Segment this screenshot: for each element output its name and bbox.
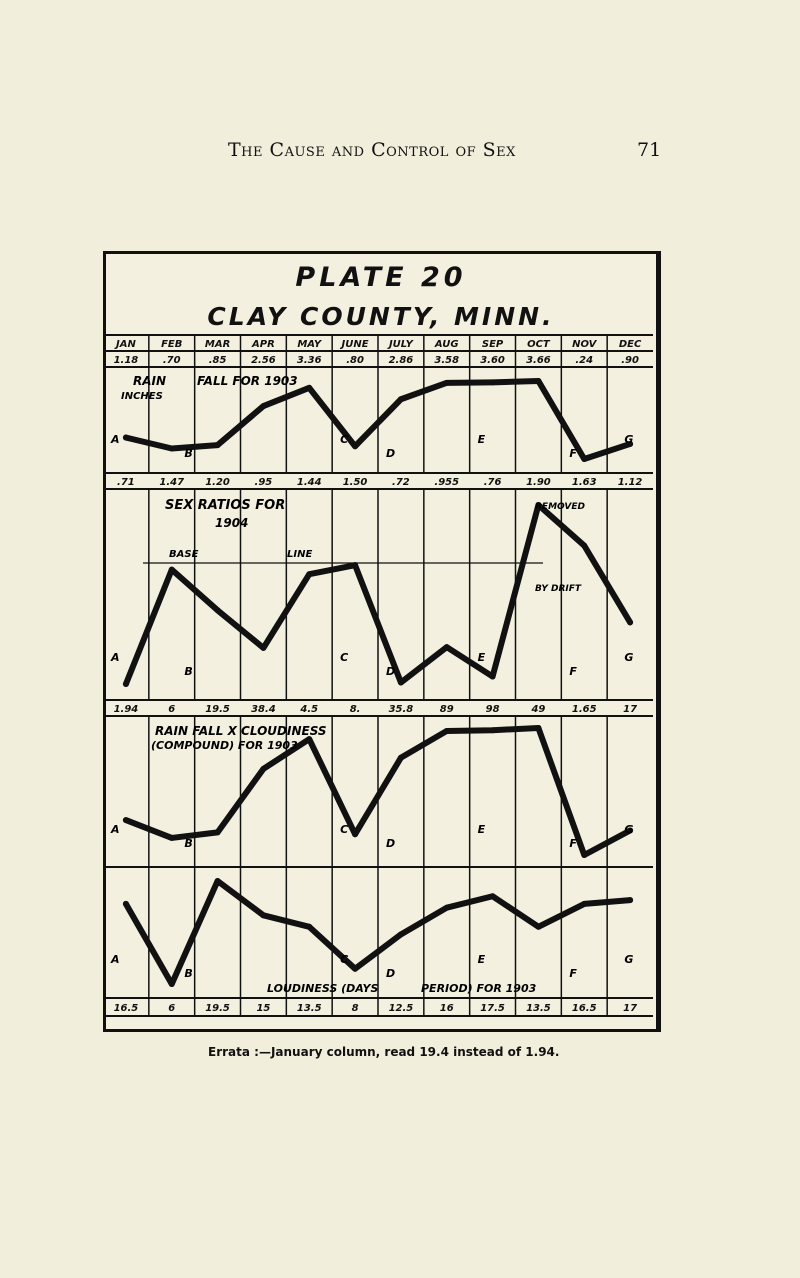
sex-ratio-line-point (169, 567, 175, 573)
rainfall-cell: 3.60 (480, 355, 505, 366)
rainfall-line-point (260, 403, 266, 409)
point-letter: E (477, 823, 486, 836)
rainfall-cell: .80 (346, 355, 364, 366)
rainfall-line-point (306, 385, 312, 391)
panel2-label: BASE (169, 549, 199, 560)
sex_ratio-cell: 1.47 (159, 477, 185, 488)
cloudiness-cell: 6 (168, 704, 176, 715)
panel1-label: RAIN (133, 374, 167, 388)
sex-ratio-line-point (581, 543, 587, 549)
sex-ratio-line-point (398, 679, 404, 685)
bottom-cell: 19.5 (205, 1003, 230, 1014)
rainfall-cell: 2.86 (388, 355, 414, 366)
page-number: 71 (637, 139, 662, 161)
panel2-label: SEX RATIOS FOR (165, 498, 286, 513)
point-letter: C (340, 433, 349, 446)
compound-line-point (123, 817, 129, 823)
point-letter: B (184, 665, 193, 678)
sex_ratio-cell: .71 (117, 477, 135, 488)
point-letter: F (569, 447, 577, 460)
rainfall-cell: 1.18 (113, 355, 139, 366)
compound-line-point (169, 835, 175, 841)
errata-note: Errata :—January column, read 19.4 instead of 1.94. (208, 1045, 560, 1059)
sex_ratio-cell: .95 (254, 477, 273, 488)
rainfall-cell: .24 (575, 355, 594, 366)
rainfall-cell: 3.36 (296, 355, 322, 366)
panel4-label: PERIOD) FOR 1903 (421, 982, 537, 995)
rainfall-line-point (535, 378, 541, 384)
bottom-cell: 17 (623, 1003, 638, 1014)
bottom-cell: 16.5 (571, 1003, 597, 1014)
bottom-cell: 15 (256, 1003, 271, 1014)
cloudiness-cell: 38.4 (251, 704, 276, 715)
point-letter: A (111, 651, 120, 664)
sex_ratio-cell: .76 (483, 477, 502, 488)
cloudiness-cell: 4.5 (300, 704, 319, 715)
panel4-label: LOUDINESS (DAYS (267, 982, 379, 995)
bottom-cell: 13.5 (296, 1003, 322, 1014)
sex-ratio-line-point (490, 673, 496, 679)
cloudiness-cell: 1.65 (571, 704, 597, 715)
point-letter: B (184, 967, 193, 980)
rainfall-cell: .85 (208, 355, 227, 366)
compound-line-point (215, 829, 221, 835)
sex_ratio-cell: .955 (434, 477, 460, 488)
sex-ratio-line-point (306, 571, 312, 577)
rainfall-cell: 3.58 (434, 355, 460, 366)
sex_ratio-cell: 1.90 (526, 477, 551, 488)
compound-line-point (444, 728, 450, 734)
sex_ratio-cell: 1.63 (571, 477, 597, 488)
bottom-cell: 6 (168, 1003, 176, 1014)
panel1-label: FALL FOR 1903 (197, 374, 298, 388)
months-cell: MAY (297, 339, 322, 350)
sex_ratio-cell: 1.44 (296, 477, 322, 488)
compound-line-point (398, 755, 404, 761)
cloudiness-line-point (581, 901, 587, 907)
sex-ratio-line-point (123, 681, 129, 687)
point-letter: E (477, 651, 486, 664)
months-cell: JULY (388, 339, 413, 350)
point-letter: C (340, 651, 349, 664)
sex_ratio-cell: 1.50 (342, 477, 368, 488)
plate-title: PLATE 20 (295, 262, 467, 293)
sex-ratio-line-point (215, 607, 221, 613)
compound-line-point (535, 725, 541, 731)
sex_ratio-cell: 1.12 (617, 477, 643, 488)
point-letter: F (569, 837, 577, 850)
cloudiness-line-point (535, 924, 541, 930)
rainfall-line-point (352, 443, 358, 449)
panel3-label: RAIN FALL X CLOUDINESS (155, 724, 327, 738)
panel2-label: 1904 (215, 516, 249, 530)
cloudiness-line-point (260, 912, 266, 918)
rainfall-line-point (581, 456, 587, 462)
bottom-cell: 8 (351, 1003, 359, 1014)
point-letter: D (386, 967, 396, 980)
months-cell: JUNE (341, 339, 369, 350)
point-letter: C (340, 953, 349, 966)
rainfall-line-point (169, 446, 175, 452)
side-note: REMOVED (535, 502, 585, 512)
panel2-label: LINE (287, 549, 313, 560)
rainfall-cell: .70 (162, 355, 181, 366)
months-cell: MAR (204, 339, 231, 350)
cloudiness-cell: 19.5 (205, 704, 230, 715)
point-letter: G (624, 823, 634, 836)
point-letter: E (477, 953, 486, 966)
cloudiness-cell: 17 (623, 704, 638, 715)
rainfall-line-point (123, 435, 129, 441)
compound-line-point (260, 766, 266, 772)
point-letter: D (386, 837, 396, 850)
cloudiness-line-point (352, 966, 358, 972)
point-letter: E (477, 433, 486, 446)
sex-ratio-line-point (444, 644, 450, 650)
point-letter: D (386, 447, 396, 460)
point-letter: C (340, 823, 349, 836)
panel3-label: (COMPOUND) FOR 1903 (151, 739, 298, 752)
rainfall-line-point (444, 380, 450, 386)
point-letter: G (624, 651, 634, 664)
cloudiness-cell: 8. (349, 704, 361, 715)
bottom-cell: 16.5 (113, 1003, 139, 1014)
sex_ratio-cell: .72 (392, 477, 410, 488)
point-letter: F (569, 967, 577, 980)
bottom-cell: 12.5 (388, 1003, 414, 1014)
compound-line-point (352, 831, 358, 837)
months-cell: JAN (115, 339, 136, 350)
cloudiness-cell: 1.94 (113, 704, 139, 715)
point-letter: A (111, 433, 120, 446)
cloudiness-line-point (627, 897, 633, 903)
point-letter: A (111, 953, 120, 966)
point-letter: A (111, 823, 120, 836)
cloudiness-cell: 49 (531, 704, 546, 715)
months-cell: FEB (161, 339, 183, 350)
bottom-cell: 17.5 (480, 1003, 505, 1014)
point-letter: B (184, 837, 193, 850)
cloudiness-line-point (169, 981, 175, 987)
compound-line-point (490, 727, 496, 733)
months-cell: SEP (481, 339, 504, 350)
point-letter: G (624, 433, 634, 446)
sex-ratio-line-point (627, 619, 633, 625)
panel1-label: INCHES (121, 391, 163, 402)
cloudiness-cell: 98 (485, 704, 500, 715)
cloudiness-line-point (398, 931, 404, 937)
cloudiness-cell: 89 (439, 704, 454, 715)
months-cell: OCT (527, 339, 550, 350)
rainfall-cell: 3.66 (526, 355, 551, 366)
cloudiness-line-point (444, 905, 450, 911)
months-cell: APR (252, 339, 275, 350)
bottom-cell: 16 (439, 1003, 454, 1014)
rainfall-line-point (490, 379, 496, 385)
cloudiness-line-point (490, 893, 496, 899)
months-cell: AUG (434, 339, 459, 350)
months-cell: NOV (572, 339, 597, 350)
sex_ratio-cell: 1.20 (205, 477, 230, 488)
cloudiness-line-point (123, 901, 129, 907)
cloudiness-line-point (306, 924, 312, 930)
plate-subtitle: CLAY COUNTY, MINN. (207, 302, 555, 331)
months-cell: DEC (618, 339, 642, 350)
compound-line-point (581, 852, 587, 858)
point-letter: F (569, 665, 577, 678)
bottom-cell: 13.5 (526, 1003, 551, 1014)
point-letter: G (624, 953, 634, 966)
running-head: The Cause and Control of Sex (228, 139, 516, 161)
sex-ratio-line-point (260, 645, 266, 651)
rainfall-cell: .90 (621, 355, 639, 366)
rainfall-line-point (398, 396, 404, 402)
cloudiness-line-point (215, 878, 221, 884)
side-note: BY DRIFT (535, 584, 582, 594)
point-letter: B (184, 447, 193, 460)
rainfall-cell: 2.56 (251, 355, 276, 366)
point-letter: D (386, 665, 396, 678)
plate-chart (103, 251, 653, 1026)
cloudiness-cell: 35.8 (388, 704, 414, 715)
rainfall-line-point (215, 442, 221, 448)
